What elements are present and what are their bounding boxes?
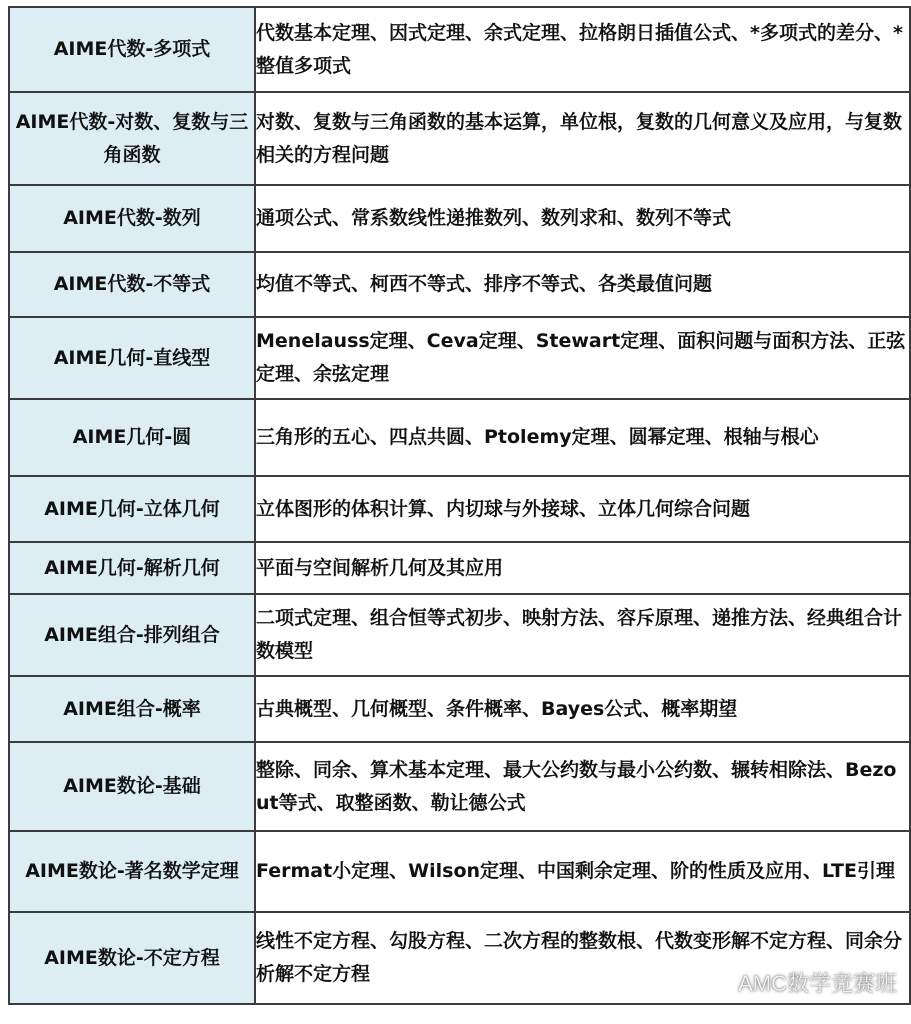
table-row (9, 912, 910, 1004)
table-row (9, 92, 910, 185)
table-row (9, 831, 910, 912)
content-cell: 平面与空间解析几何及其应用 (255, 542, 910, 594)
topic-cell: AIME几何-圆 (9, 399, 255, 476)
content-cell: Menelauss定理、Ceva定理、Stewart定理、面积问题与面积方法、正弦定理、余弦定理 (255, 317, 910, 399)
topic-cell: AIME代数-多项式 (9, 7, 255, 92)
content-cell: 古典概型、几何概型、条件概率、Bayes公式、概率期望 (255, 676, 910, 742)
table-row (9, 185, 910, 252)
content-cell: 通项公式、常系数线性递推数列、数列求和、数列不等式 (255, 185, 910, 252)
topic-cell: AIME几何-直线型 (9, 317, 255, 399)
topic-cell: AIME几何-立体几何 (9, 476, 255, 542)
topic-cell: AIME组合-概率 (9, 676, 255, 742)
table-row (9, 399, 910, 476)
syllabus-table-body (9, 7, 910, 1004)
topic-cell: AIME数论-著名数学定理 (9, 831, 255, 912)
table-row (9, 476, 910, 542)
content-cell: 立体图形的体积计算、内切球与外接球、立体几何综合问题 (255, 476, 910, 542)
content-cell: 三角形的五心、四点共圆、Ptolemy定理、圆幂定理、根轴与根心 (255, 399, 910, 476)
content-cell: 整除、同余、算术基本定理、最大公约数与最小公约数、辗转相除法、Bezout等式、取整函数、勒让德公式 (255, 742, 910, 831)
content-cell: 对数、复数与三角函数的基本运算，单位根，复数的几何意义及应用，与复数相关的方程问题 (255, 92, 910, 185)
table-row (9, 7, 910, 92)
table-row (9, 742, 910, 831)
table-row (9, 252, 910, 317)
topic-cell: AIME代数-数列 (9, 185, 255, 252)
content-cell: 线性不定方程、勾股方程、二次方程的整数根、代数变形解不定方程、同余分析解不定方程 (255, 912, 910, 1004)
topic-cell: AIME代数-不等式 (9, 252, 255, 317)
content-cell: 二项式定理、组合恒等式初步、映射方法、容斥原理、递推方法、经典组合计数模型 (255, 594, 910, 676)
topic-cell: AIME数论-基础 (9, 742, 255, 831)
watermark-text: AMC数学竞赛班 (738, 971, 897, 996)
topic-cell: AIME代数-对数、复数与三角函数 (9, 92, 255, 185)
content-cell: 代数基本定理、因式定理、余式定理、拉格朗日插值公式、*多项式的差分、*整值多项式 (255, 7, 910, 92)
syllabus-table (8, 6, 911, 1005)
content-cell: 均值不等式、柯西不等式、排序不等式、各类最值问题 (255, 252, 910, 317)
table-row (9, 317, 910, 399)
table-row (9, 594, 910, 676)
table-row (9, 676, 910, 742)
topic-cell: AIME几何-解析几何 (9, 542, 255, 594)
content-cell: Fermat小定理、Wilson定理、中国剩余定理、阶的性质及应用、LTE引理 (255, 831, 910, 912)
topic-cell: AIME数论-不定方程 (9, 912, 255, 1004)
topic-cell: AIME组合-排列组合 (9, 594, 255, 676)
table-row (9, 542, 910, 594)
